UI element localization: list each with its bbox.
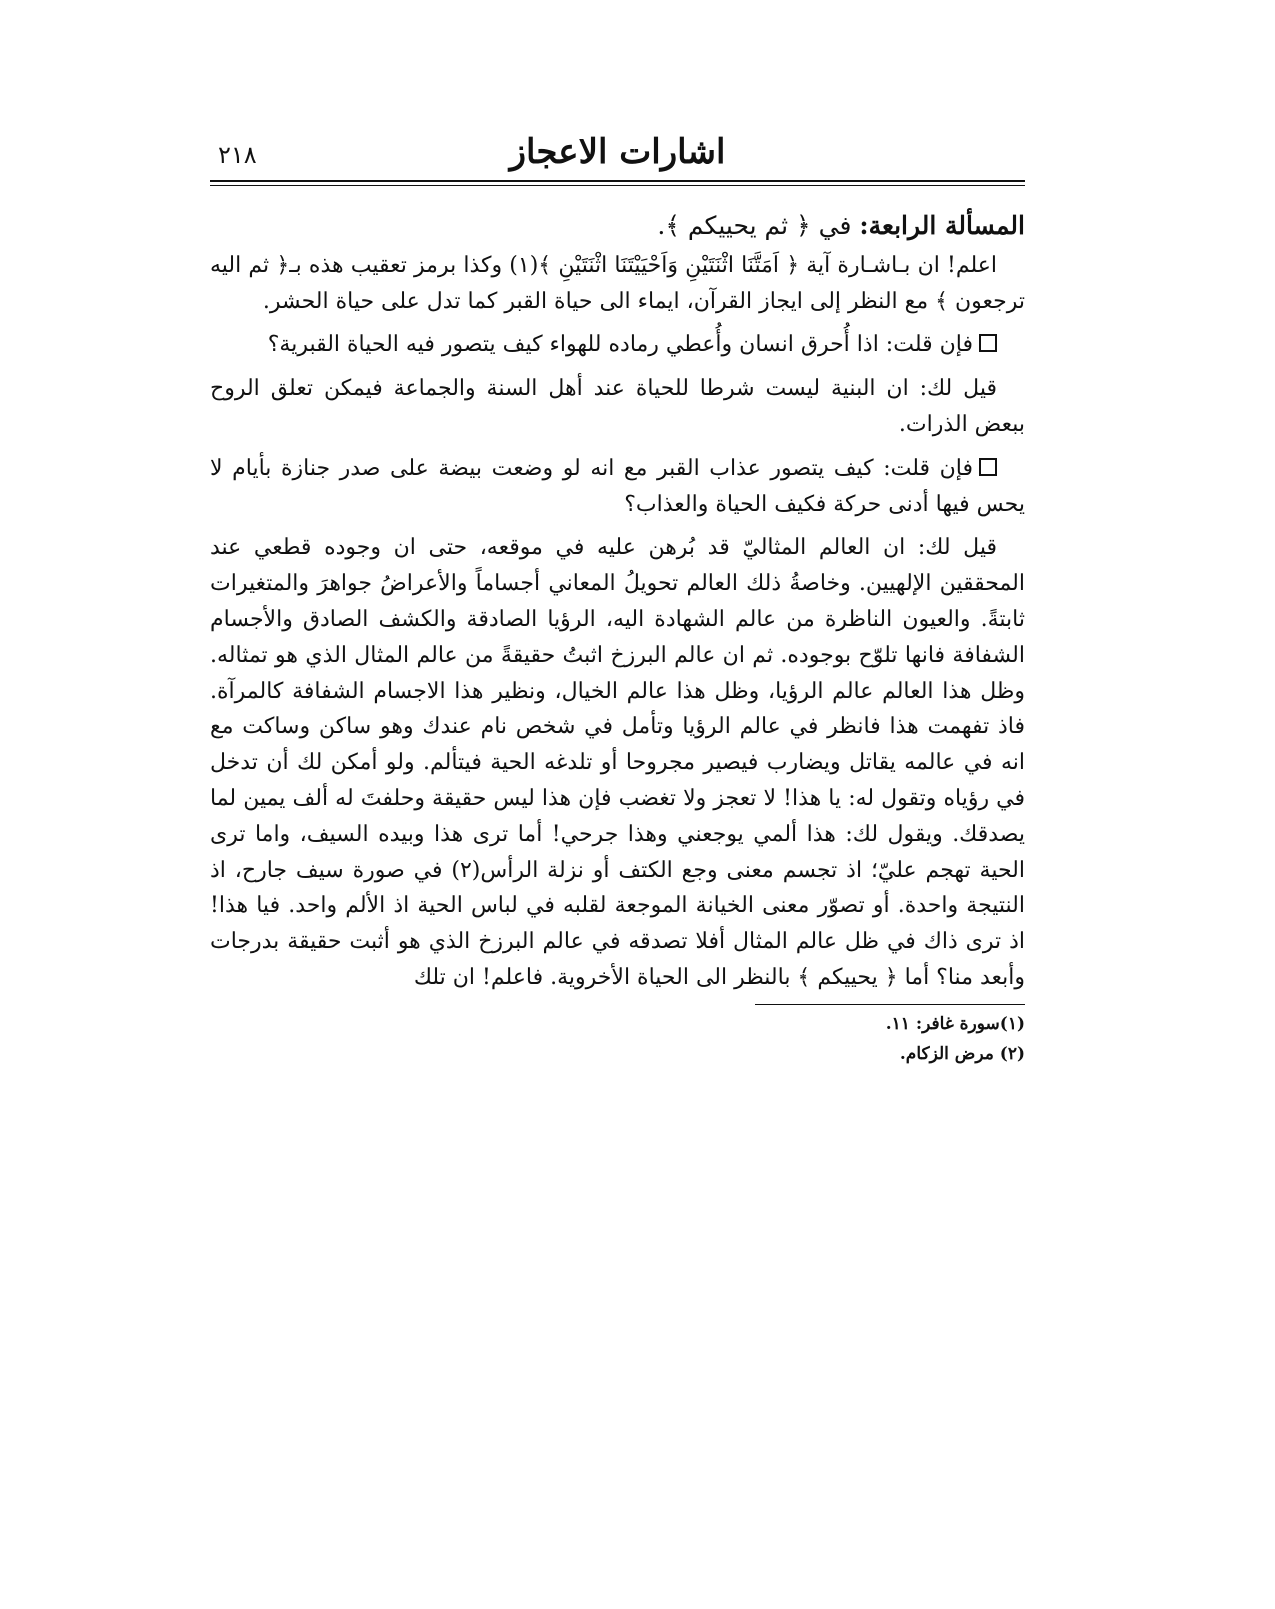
footnote-2: (٢) مرض الزكام. (899, 1043, 1025, 1064)
page-number: ٢١٨ (218, 141, 257, 169)
checkbox-square-icon (979, 458, 997, 476)
section-heading-rest: في ﴿ ثم يحييكم ﴾. (657, 211, 860, 240)
footnote-rule (755, 1004, 1025, 1005)
footnote-1: (١)سورة غافر: ١١. (885, 1013, 1025, 1034)
page-header (210, 128, 1025, 180)
document-body (210, 208, 1025, 996)
answer-paragraph-1: قيل لك: ان البنية ليست شرطا للحياة عند أهل السنة والجماعة فيمكن تعلق الروح ببعض الذرات. (210, 376, 1025, 437)
question-paragraph-2 (210, 451, 1025, 523)
checkbox-square-icon (979, 334, 997, 352)
document-page (210, 128, 1025, 1069)
answer-paragraph-2: قيل لك: ان العالم المثاليّ قد بُرهن عليه في موقعه، حتى ان وجوده قطعي عند المحققين الإلهيين. وخاصةُ ذلك العالم تحويلُ المعاني أجساماً والأعراضُ جواهرَ والمتغيرات ثابتةً. والعيون الناظرة من عالم الشهادة اليه، الرؤيا الصادقة والكشف الصادق والأجسام الشفافة فانها تلوّح بوجوده. ثم ان عالم البرزخ اثبتُ حقيقةً من عالم المثال الذي هو تمثاله. وظل هذا العالم عالم الرؤيا، وظل هذا عالم الخيال، ونظير هذا الاجسام الشفافة كالمرآة. فاذ تفهمت هذا فانظر في عالم الرؤيا وتأمل في شخص نام عندك وهو ساكن وساكت مع انه في عالمه يقاتل ويضارب فيصير مجروحا أو تلدغه الحية فيتألم. ولو أمكن لك أن تدخل في رؤياه وتقول له: يا هذا! لا تعجز ولا تغضب فإن هذا ليس حقيقة وحلفتَ له ألف يمين لما يصدقك. ويقول لك: هذا ألمي يوجعني وهذا جرحي! أما ترى هذا وبيده السيف، واما ترى الحية تهجم عليّ؛ اذ تجسم معنى وجع الكتف أو نزلة الرأس(٢) في صورة سيف جارح، اذ النتيجة واحدة. أو تصوّر معنى الخيانة الموجعة لقلبه في لباس الحية اذ الألم واحد. فيا هذا! اذ ترى ذاك في ظل عالم المثال أفلا تصدقه في عالم البرزخ الذي هو أثبت حقيقة بدرجات وأبعد منا؟ أما ﴿ يحييكم ﴾ بالنظر الى الحياة الأخروية. فاعلم! ان تلك (210, 535, 1025, 990)
footnotes (210, 1009, 1025, 1069)
question-1-text: فإن قلت: اذا أُحرق انسان وأُعطي رماده للهواء كيف يتصور فيه الحياة القبرية؟ (267, 332, 973, 358)
paragraph-1: اعلم! ان بـاشـارة آية ﴿ اَمَتَّنَا اثْنَتَيْنِ وَاَحْيَيْتَنَا اثْنَتَيْنِ ﴾(١) وكذا برمز تعقيب هذه بـ﴿ ثم اليه ترجعون ﴾ مع النظر إلى ايجاز القرآن، ايماء الى حياة القبر كما تدل على حياة الحشر. (210, 252, 1025, 314)
header-rule (210, 180, 1025, 186)
question-2-text: فإن قلت: كيف يتصور عذاب القبر مع انه لو وضعت بيضة على صدر جنازة بأيام لا يحس فيها أدنى حركة فكيف الحياة والعذاب؟ (210, 455, 1025, 517)
question-paragraph-1 (210, 327, 1025, 363)
section-heading-lead: المسألة الرابعة: (859, 211, 1025, 240)
section-heading (210, 208, 1025, 244)
running-title: اشارات الاعجاز (509, 132, 726, 172)
